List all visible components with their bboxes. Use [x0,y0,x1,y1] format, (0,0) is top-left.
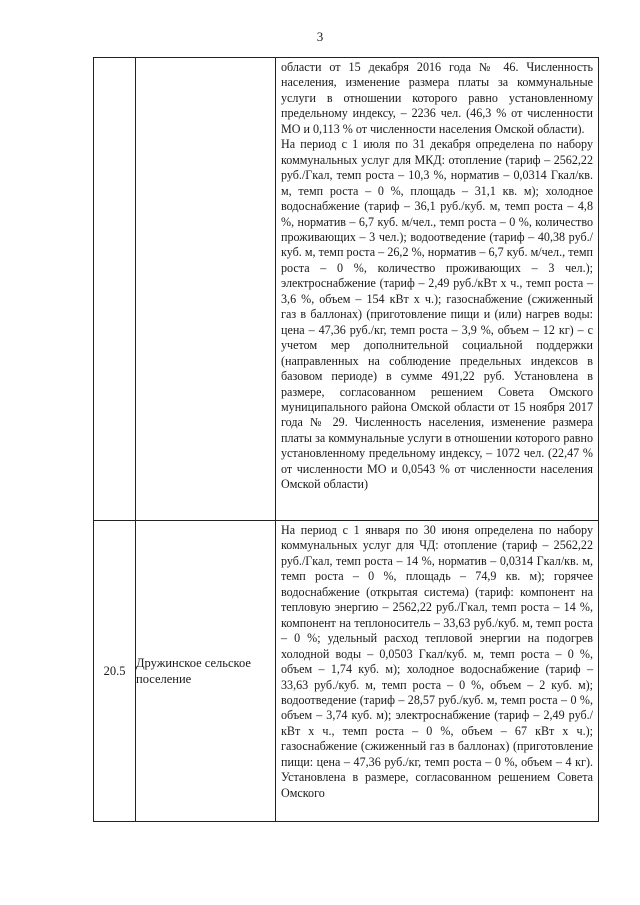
row-name-cell [136,521,276,822]
row-number: 20.5 [103,663,126,678]
table-row [94,58,599,521]
row-number-cell [94,58,136,521]
row-number-cell [94,521,136,822]
table-row [94,521,599,822]
row-description-cell [276,58,599,521]
page-number: 3 [316,29,324,44]
description-paragraph: На период с 1 января по 30 июня определена по набору коммунальных услуг для ЧД: отопление (тариф – 2562,22 руб./Гкал, темп роста – 14 %, норматив – 0,0314 Гкал/кв. м, темп роста – 0 %, площадь – 74,9 кв. м); горячее водоснабжение (открытая система) (тариф: компонент на тепловую энергию – 2562,22 руб./Гкал, темп роста – 14 %, компонент на теплоноситель – 33,63 руб./куб. м, темп роста – 0 %; удельный расход тепловой энергии на подогрев холодной воды – 0,0503 Гкал/куб. м, темп роста – 0 %, объем – 1,74 куб. м); холодное водоснабжение (тариф – 33,63 руб./куб. м, темп роста – 0 %, объем – 2 куб. м); водоотведение (тариф – 28,57 руб./куб. м, темп роста – 0 %, объем – 3,74 куб. м); электроснабжение (тариф – 2,49 руб./кВт х ч., темп роста – 0 %, объем – 67 кВт х ч.); газоснабжение (сжиженный газ в баллонах) (приготовление пищи: цена – 47,36 руб./кг, темп роста – 0 %, объем – 4 кг). Установлена в размере, согласованном решением Совета Омского [281,523,593,800]
description-paragraph: На период с 1 июля по 31 декабря определена по набору коммунальных услуг для МКД: отопление (тариф – 2562,22 руб./Гкал, темп роста – 10,3 %, норматив – 0,0314 Гкал/кв. м, темп роста – 0 %, площадь – 31,1 кв. м); холодное водоснабжение (тариф – 36,1 руб./куб. м, темп роста – 4,8 %, норматив – 6,7 куб. м/чел., темп роста – 0 %, количество проживающих – 3 чел.); водоотведение (тариф – 40,38 руб./куб. м, темп роста – 26,2 %, норматив – 6,7 куб. м/чел., темп роста – 0 %, количество проживающих – 3 чел.); электроснабжение (тариф – 2,49 руб./кВт х ч., темп роста – 3,6 %, объем – 154 кВт х ч.); газоснабжение (сжиженный газ в баллонах) (приготовление пищи и (или) нагрев воды: цена – 47,36 руб./кг, темп роста – 3,9 %, объем – 12 кг) – с учетом мер дополнительной социальной поддержки (направленных на соблюдение предельных индексов в базовом периоде) в сумме 491,22 руб. Установлена в размере, согласованном решением Совета Омского муниципального района Омской области от 15 ноября 2017 года № 29. Численность населения, изменение размера платы за коммунальные услуги в отношении которого равно установленному предельному индексу, – 1072 чел. (22,47 % от численности МО и 0,0543 % от численности населения Омской области) [281,137,593,492]
row-description [276,58,598,496]
row-description-cell [276,521,599,822]
description-paragraph: области от 15 декабря 2016 года № 46. Численность населения, изменение размера платы за коммунальные услуги в отношении которого равно установленному предельному индексу, – 2236 чел. (46,3 % от численности МО и 0,113 % от численности населения Омской области). [281,60,593,136]
tariff-table [93,57,599,822]
row-description [276,521,598,804]
row-name-cell [136,58,276,521]
settlement-name: Дружинское сельское поселение [136,656,251,686]
